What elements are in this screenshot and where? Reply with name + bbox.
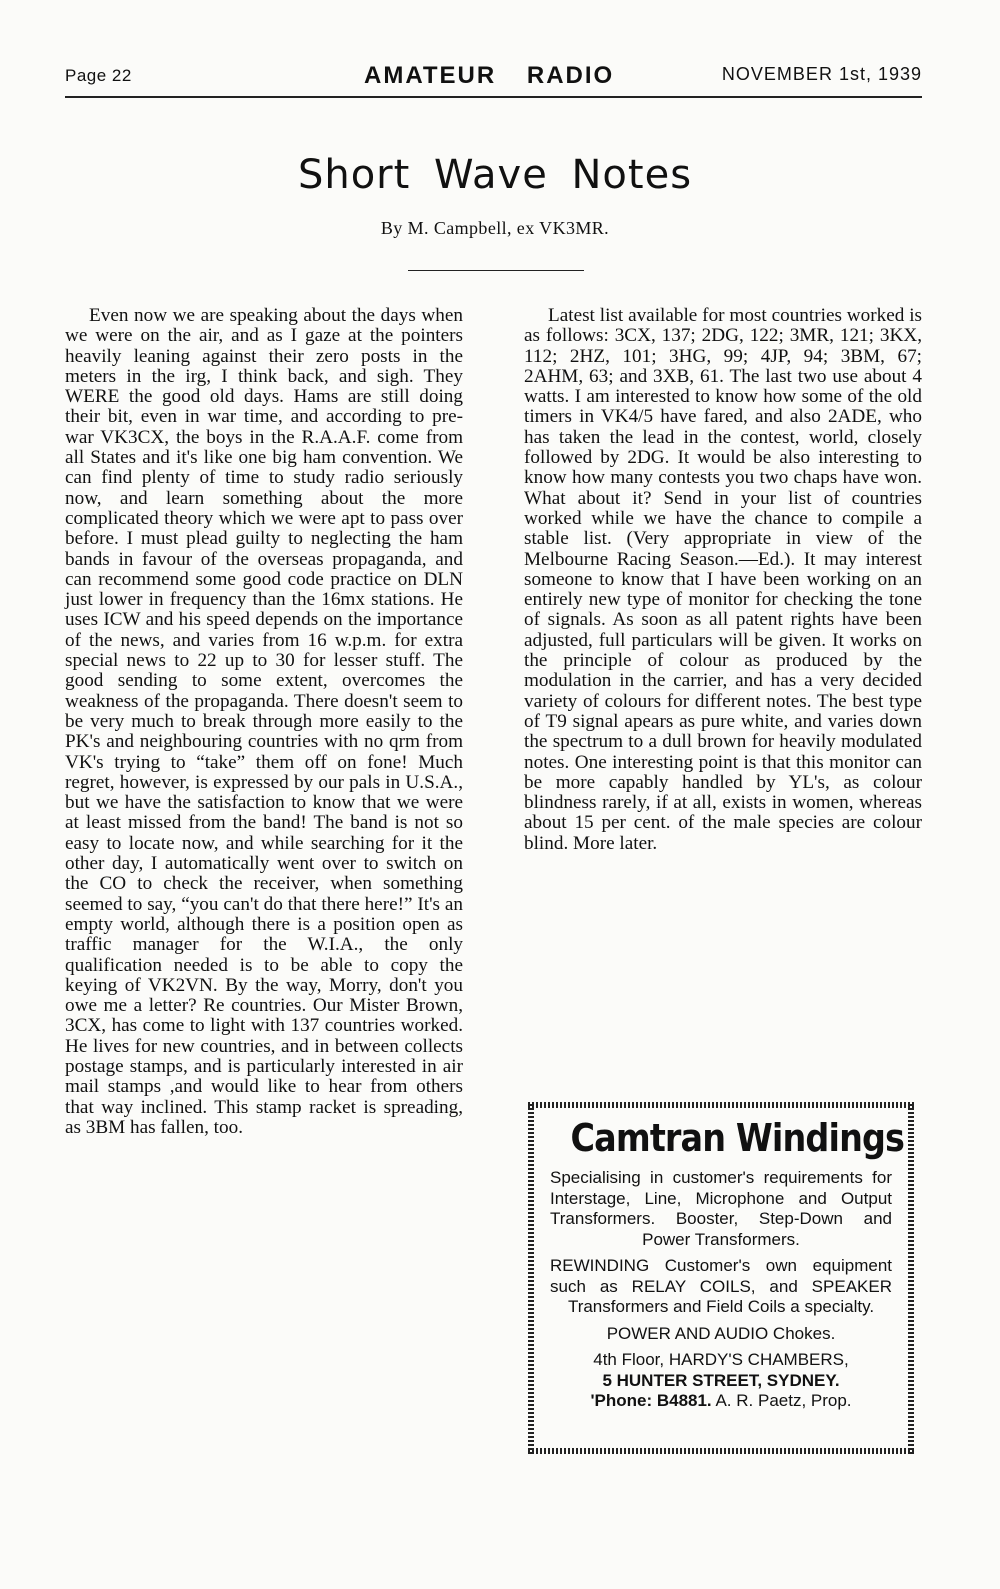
ad-proprietor: A. R. Paetz, Prop. [715,1391,852,1410]
ad-address-line2: 5 HUNTER STREET, SYDNEY. [602,1370,840,1390]
advertisement-box [520,1094,922,1462]
title-divider [408,270,584,271]
article-column-right [524,306,922,854]
ad-services-text: Specialising in customer's requirements for Interstage, Line, Microphone and Output Transformers. Booster, Step-Down and Power Transformers. [550,1168,892,1249]
ad-contact [550,1391,892,1412]
article-column-left [65,306,463,1138]
page-header [65,60,922,98]
ad-address-line1: 4th Floor, HARDY'S CHAMBERS, [593,1350,849,1369]
ad-rewinding-text: REWINDING Customer's own equipment such as RELAY COILS, and SPEAKER Transformers and Field Coils a specialty. [550,1256,892,1316]
ad-chokes-text: POWER AND AUDIO Chokes. [606,1323,836,1343]
magazine-title: AMATEUR RADIO [364,62,615,89]
article-paragraph: Even now we are speaking about the days when we were on the air, and as I gaze at the pointers heavily leaning against their zero posts in the meters in the irg, I think back, and sigh. They WERE the good old days. Hams are still doing their bit, even in war time, and according to pre-war VK3CX, the boys in the R.A.A.F. come from all States and it's like one big ham convention. We can find plenty of time to study radio seriously now, and learn something about the more complicated theory which we were apt to pass over before. I must plead guilty to neglecting the ham bands in favour of the overseas propaganda, and can recommend some good code practice on DLN just lower in frequency than the 16mx stations. He uses ICW and his speed depends on the importance of the news, and varies from 16 w.p.m. for extra special news to 22 up to 30 for lesser stuff. The good sending to some extent, overcomes the weakness of the propaganda. There doesn't seem to be very much to break through more easily to the PK's and neighbouring countries with no qrm from VK's trying to “take” them off on fone! Much regret, however, is expressed by our pals in U.S.A., but we have the satisfaction to know that we were at least missed from the band! The band is not so easy to locate now, and while searching for it the other day, I automatically went over to switch on the CO to check the receiver, when something seemed to say, “you can't do that there here!” It's an empty world, although there is a position open as traffic manager for the W.I.A., the only qualification needed is to be able to copy the keying of VK2VN. By the way, Morry, don't you owe me a letter? Re countries. Our Mister Brown, 3CX, has come to light with 137 countries worked. He lives for new countries, and in between collects postage stamps, and is particularly interested in air mail stamps ,and would like to hear from others that way inclined. This stamp racket is spreading, as 3BM has fallen, too. [65,305,463,1138]
article-byline: By M. Campbell, ex VK3MR. [380,218,610,238]
ad-title: Camtran Windings [570,1116,905,1160]
article-paragraph: Latest list available for most countries worked is as follows: 3CX, 137; 2DG, 122; 3MR, 121; 3KX, 112; 2HZ, 101; 3HG, 99; 4JP, 94; 3BM, 67; 2AHM, 63; and 3XB, 61. The last two use about 4 watts. I am interested to know how some of the old timers in VK4/5 have fared, and also 2ADE, who has taken the lead in the contest, world, closely followed by 2DG. It would be also interesting to know how many contests you two chaps have won. What about it? Send in your list of countries worked while we have the chance to compile a stable list. (Very appropriate in view of the Melbourne Racing Season.—Ed.). It may interest someone to know that I have been working on an entirely new type of monitor for checking the tone of signals. As soon as all patent rights have been adjusted, full particulars will be given. It works on the principle of colour as produced by the modulation in the carrier, and has a very decided variety of colours for different notes. The best type of T9 signal apears as pure white, and varies down the spectrum to a dull brown for heavily modulated notes. One interesting point is that this monitor can be more capably handled by YL's, as colour blindness rarely, if at all, exists in women, whereas about 15 per cent. of the male species are colour blind. More later. [524,305,922,854]
issue-date: NOVEMBER 1st, 1939 [721,64,922,84]
page-number: Page 22 [65,66,132,85]
ad-phone: 'Phone: B4881. [590,1391,712,1410]
article-title: Short Wave Notes [297,152,693,198]
